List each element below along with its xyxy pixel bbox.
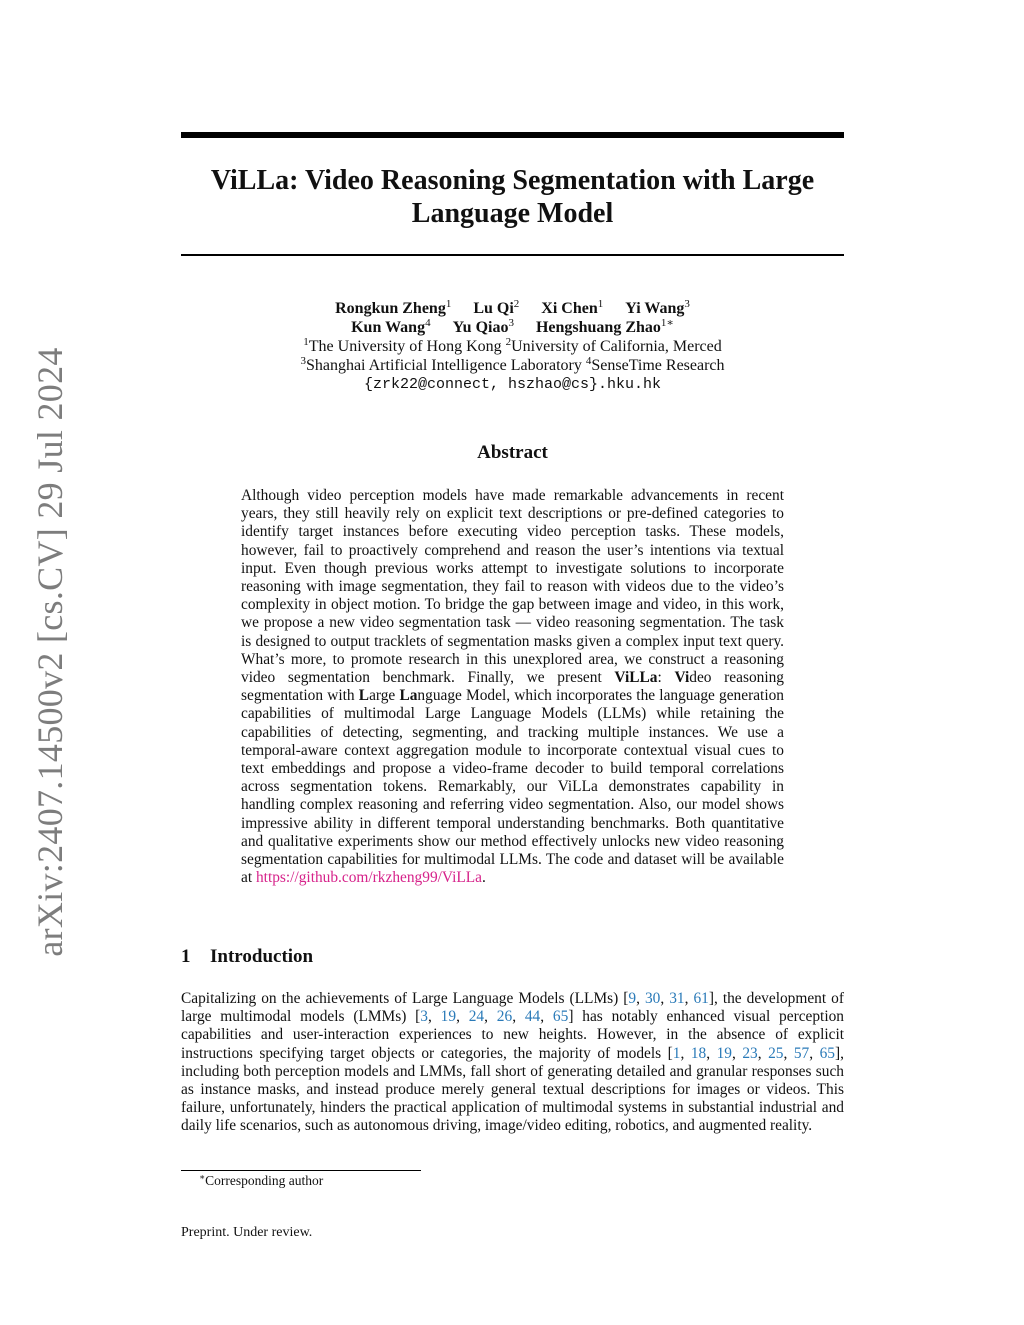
author-name: Lu Qi — [473, 300, 514, 317]
citation-group: 9, 30, 31, 61 — [628, 990, 709, 1007]
citation-link[interactable]: 19 — [440, 1008, 457, 1026]
citation-link[interactable]: 65 — [552, 1008, 569, 1026]
footnote — [199, 1173, 323, 1189]
abstract-text: . — [482, 869, 486, 887]
citation-link[interactable]: 24 — [468, 1008, 485, 1026]
author-affil-sup: 1 — [445, 298, 452, 310]
citation-link[interactable]: 57 — [793, 1044, 810, 1062]
author-affil-sup: 3 — [684, 298, 690, 310]
intro-text: Capitalizing on the achievements of Large Language Models (LLMs) [ — [181, 990, 629, 1007]
author-block — [181, 299, 844, 394]
section-number: 1 — [181, 946, 191, 967]
abstract-text: arge — [369, 687, 400, 705]
paper-title: ViLLa: Video Reasoning Segmentation with Large Language Model — [210, 165, 815, 229]
author-affil-sup: 2 — [513, 298, 520, 310]
citation-group: 1, 18, 19, 23, 25, 57, 65 — [672, 1044, 835, 1062]
section-title: Introduction — [210, 946, 314, 967]
abstract-heading: Abstract — [477, 442, 548, 463]
intro-text: ] has notably enhanced visual perception capabilities and user-interaction experiences to new heights. However, in the absence of explicit instructions specifying target objects or categories, the majority of models [ — [181, 1008, 845, 1062]
author-name: Kun Wang — [351, 319, 426, 336]
affil-sup: 1 — [303, 336, 309, 348]
abstract-bold: L — [358, 687, 370, 705]
citation-link[interactable]: 65 — [819, 1044, 835, 1062]
author-name: Rongkun Zheng — [335, 300, 446, 317]
citation-link[interactable]: 26 — [496, 1008, 513, 1026]
author-name: Xi Chen — [541, 300, 598, 317]
title-bottom-rule — [181, 254, 844, 256]
author-affil-sup: 4 — [425, 317, 431, 329]
arxiv-side-stamp: arXiv:2407.14500v2 [cs.CV] 29 Jul 2024 — [30, 347, 70, 957]
author-name: Yi Wang — [625, 300, 685, 317]
author-name: Yu Qiao — [452, 319, 509, 336]
abstract-text: nguage Model, which incorporates the language generation capabilities of multimodal Large Language Models (LLMs) while retaining the capabilities of detecting, segmenting, and tracking multiple instances. We use a temporal-aware context aggregation module to incorporate contextual visual cues to text embeddings and propose a video-frame decoder to build temporal correlations across segmentation tokens. Remarkably, our ViLLa demonstrates capability in handling complex reasoning and referring video segmentation. Also, our model shows impressive ability in different temporal understanding benchmarks. Both quantitative and qualitative experiments show our method effectively unlocks new video reasoning segmentation capabilities for multimodal LLMs. The code and dataset will be available at — [241, 687, 784, 887]
footnote-mark: ∗ — [199, 1172, 206, 1182]
affil-sup: 3 — [300, 355, 306, 367]
intro-text: ], the development of large multimodal models (LMMs) [ — [181, 990, 844, 1026]
citation-link[interactable]: 61 — [693, 990, 709, 1007]
abstract-body — [241, 487, 784, 887]
citation-link[interactable]: 18 — [690, 1044, 707, 1062]
citation-link[interactable]: 3 — [420, 1008, 428, 1026]
section-heading-introduction — [181, 946, 313, 968]
author-affil-sup: 1 — [597, 298, 604, 310]
github-link[interactable]: https://github.com/rkzheng99/ViLLa — [255, 869, 483, 887]
preprint-notice: Preprint. Under review. — [181, 1225, 313, 1240]
affil-sup: 4 — [585, 355, 592, 367]
author-name: Hengshuang Zhao — [535, 319, 661, 336]
abstract-bold: Vi — [674, 669, 690, 687]
citation-link[interactable]: 44 — [524, 1008, 541, 1026]
footnote-text: Corresponding author — [205, 1173, 324, 1188]
affiliation-text: The University of Hong Kong — [308, 338, 506, 355]
citation-link[interactable]: 19 — [716, 1044, 732, 1062]
citation-link[interactable]: 25 — [768, 1044, 784, 1062]
author-row-1 — [181, 299, 844, 318]
citation-link[interactable]: 23 — [742, 1044, 758, 1062]
abstract-bold: La — [399, 687, 418, 705]
affiliation-text: Shanghai Artificial Intelligence Laboratory — [305, 357, 586, 374]
abstract-text: deo reasoning segmentation with — [241, 669, 785, 705]
abstract-text: : — [657, 669, 675, 687]
intro-text: ], including both perception models and LMMs, fall short of generating detailed and granular responses such as instance masks, and instead produce merely general textual descriptions for images or videos. This failure, unfortunately, hinders the practical application of multimodal systems in substantial industrial and daily life scenarios, such as autonomous driving, image/video editing, robotics, and augmented reality. — [181, 1044, 844, 1135]
affil-sup: 2 — [505, 336, 512, 348]
affiliation-text: SenseTime Research — [591, 357, 725, 374]
title-top-rule — [181, 132, 844, 138]
citation-link[interactable]: 1 — [672, 1044, 681, 1062]
author-email: {zrk22@connect, hszhao@cs}.hku.hk — [363, 376, 662, 393]
affiliation-text: University of California, Merced — [511, 338, 722, 355]
citation-group: 3, 19, 24, 26, 44, 65 — [420, 1008, 569, 1026]
citation-link[interactable]: 31 — [669, 990, 685, 1007]
author-row-2 — [181, 318, 844, 337]
citation-link[interactable]: 30 — [644, 990, 661, 1007]
abstract-villa: ViLLa — [614, 669, 658, 687]
author-affil-sup: 1∗ — [660, 317, 674, 329]
citation-link[interactable]: 9 — [628, 990, 637, 1007]
affiliation-row-2 — [181, 356, 844, 375]
author-affil-sup: 3 — [508, 317, 514, 329]
abstract-text: Although video perception models have made remarkable advancements in recent years, they still heavily rely on explicit text descriptions or pre-defined categories to identify target instances before executing video perception tasks. These models, however, fail to proactively comprehend and reason the user’s intentions via textual input. Even though previous works attempt to investigate solutions to incorporate reasoning with image segmentation, they fail to reason with videos due to the video’s complexity in object motion. To bridge the gap between image and video, in this work, we propose a new video segmentation task — video reasoning segmentation. The task is designed to output tracklets of segmentation masks given a complex input text query. What’s more, to promote research in this unexplored area, we construct a reasoning video segmentation benchmark. Finally, we present — [241, 487, 784, 687]
introduction-paragraph — [181, 990, 844, 1136]
footnote-rule — [181, 1170, 421, 1171]
affiliation-row-1 — [181, 337, 844, 356]
